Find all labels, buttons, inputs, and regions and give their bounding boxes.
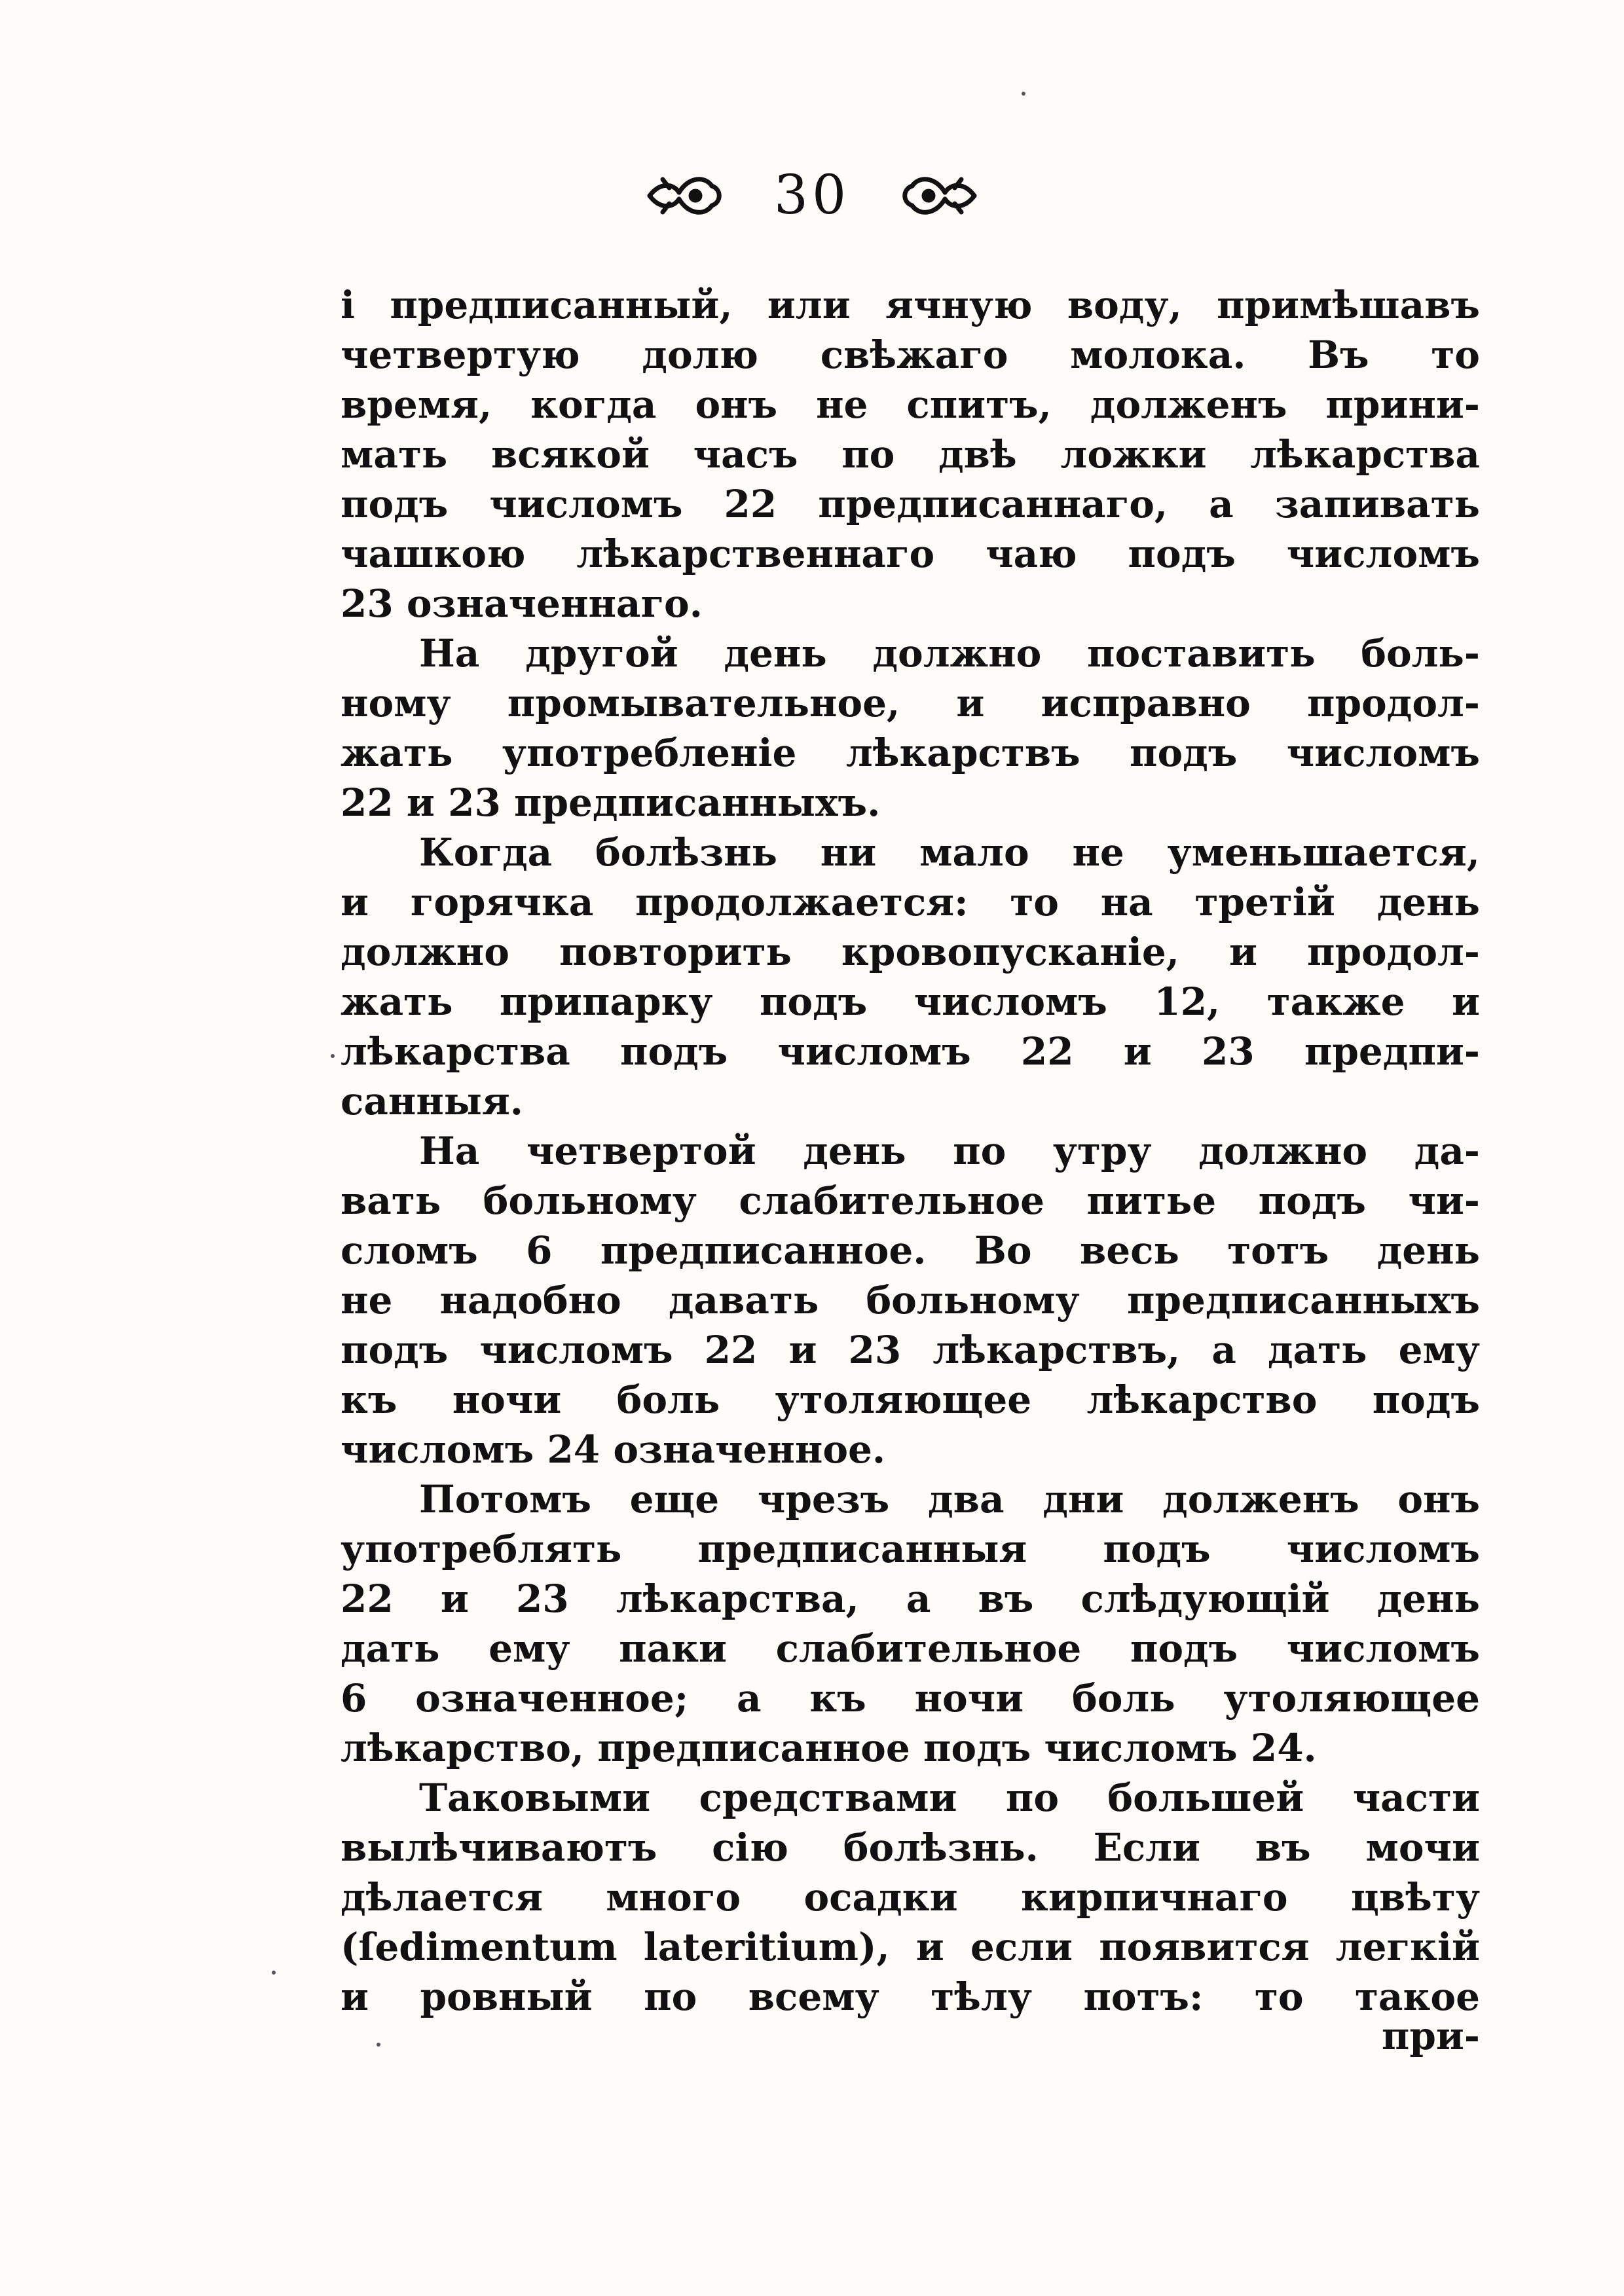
text-line: Когда болѣзнь ни мало не уменьшается, — [419, 830, 1480, 875]
text-line: лѣкарства подъ числомъ 22 и 23 предпи- — [341, 1029, 1480, 1074]
fleuron-left-icon — [643, 170, 728, 222]
text-line: дать ему паки слабительное подъ числомъ — [341, 1626, 1480, 1671]
text-line: (ſedimentum lateritium), и если появится легкій — [341, 1925, 1480, 1969]
text-line: не надобно давать больному предписанныхъ — [341, 1278, 1480, 1322]
text-line: На четвертой день по утру должно да- — [419, 1129, 1480, 1173]
fleuron-right-icon — [896, 170, 981, 222]
text-line: ному промывательное, и исправно продол- — [341, 681, 1480, 725]
paragraph-4 — [341, 1126, 1480, 1474]
text-line: 22 и 23 лѣкарства, а въ слѣдующій день — [341, 1576, 1480, 1621]
paper-speck — [377, 2043, 380, 2047]
page-number: 30 — [773, 164, 851, 227]
text-line: санныя. — [341, 1079, 523, 1123]
catchword: при- — [1381, 2014, 1480, 2058]
text-line: жать припарку подъ числомъ 12, также и — [341, 979, 1480, 1024]
page-header — [0, 164, 1624, 227]
paper-speck — [1022, 92, 1025, 96]
text-line: 23 означеннаго. — [341, 581, 703, 626]
text-line: и горячка продолжается: то на третій день — [341, 880, 1480, 924]
paper-speck — [272, 1971, 276, 1975]
text-line: къ ночи боль утоляющее лѣкарство подъ — [341, 1377, 1480, 1422]
text-line: На другой день должно поставить боль- — [419, 631, 1480, 676]
paragraph-3 — [341, 828, 1480, 1126]
text-line: подъ числомъ 22 предписаннаго, а запивать — [341, 482, 1480, 526]
text-line: вать больному слабительное питье подъ чи- — [341, 1178, 1480, 1223]
paragraph-5 — [341, 1474, 1480, 1773]
paragraph-2 — [341, 629, 1480, 828]
paragraph-1 — [341, 280, 1480, 629]
text-line: вылѣчиваютъ сію болѣзнь. Если въ мочи — [341, 1825, 1480, 1870]
text-line: чашкою лѣкарственнаго чаю подъ числомъ — [341, 532, 1480, 576]
text-line: мать всякой часъ по двѣ ложки лѣкарства — [341, 432, 1480, 477]
paragraph-6 — [341, 1773, 1480, 2022]
text-line: время, когда онъ не спитъ, долженъ прини- — [341, 382, 1480, 427]
text-line: подъ числомъ 22 и 23 лѣкарствъ, а дать ему — [341, 1328, 1480, 1372]
text-line: и ровный по всему тѣлу потъ: то такое — [341, 1975, 1480, 2019]
text-line: должно повторить кровопусканіе, и продол- — [341, 930, 1480, 974]
paper-speck — [331, 1054, 335, 1058]
text-line: жать употребленіе лѣкарствъ подъ числомъ — [341, 731, 1480, 775]
text-line: дѣлается много осадки кирпичнаго цвѣту — [341, 1875, 1480, 1920]
text-line: лѣкарство, предписанное подъ числомъ 24. — [341, 1726, 1317, 1770]
text-line: числомъ 24 означенное. — [341, 1427, 886, 1472]
text-line: Таковыми средствами по большей части — [419, 1776, 1480, 1820]
text-line: сломъ 6 предписанное. Во весь тотъ день — [341, 1228, 1480, 1273]
text-line: Потомъ еще чрезъ два дни долженъ онъ — [419, 1477, 1480, 1522]
text-line: і предписанный, или ячную воду, примѣшавъ — [341, 283, 1480, 327]
text-line: 6 означенное; а къ ночи боль утоляющее — [341, 1676, 1480, 1721]
body-text — [341, 280, 1480, 2022]
text-line: употреблять предписанныя подъ числомъ — [341, 1527, 1480, 1571]
text-line: четвертую долю свѣжаго молока. Въ то — [341, 333, 1480, 377]
text-line: 22 и 23 предписанныхъ. — [341, 780, 881, 825]
